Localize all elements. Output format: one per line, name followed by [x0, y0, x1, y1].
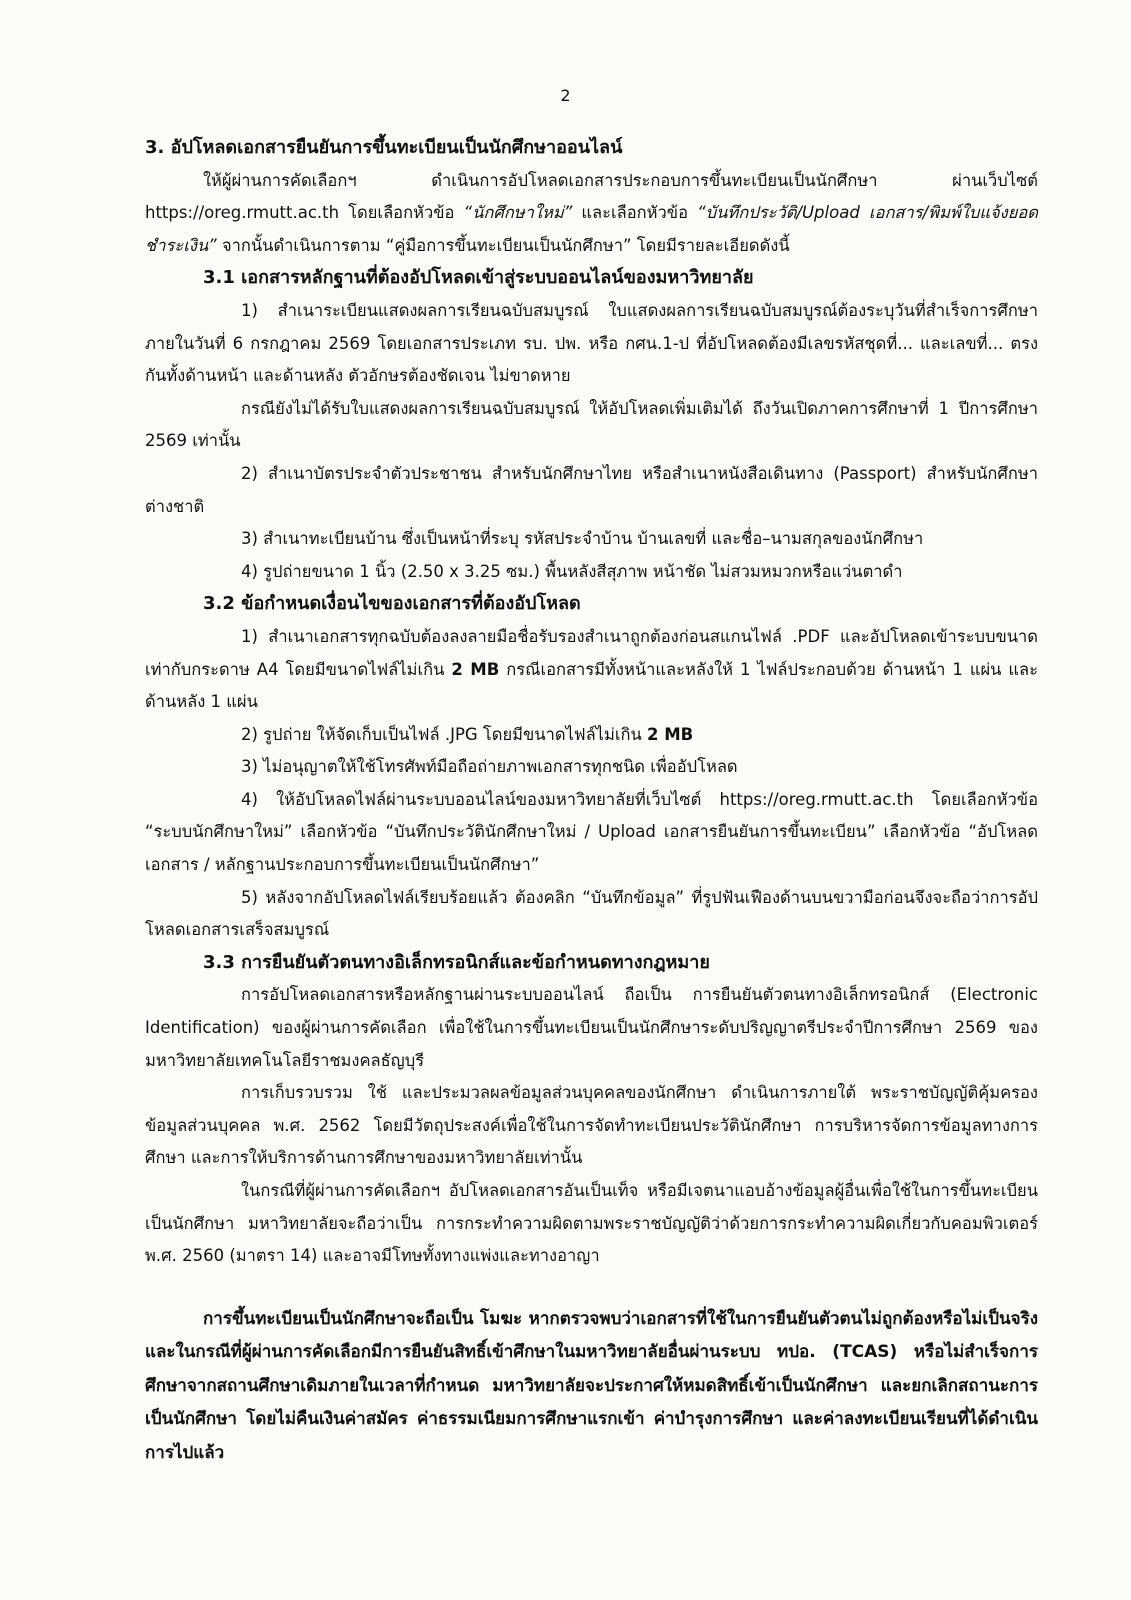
intro-quote-new-student: “นักศึกษาใหม่”	[463, 203, 573, 223]
section-3-2-item-4: 4) ให้อัปโหลดไฟล์ผ่านระบบออนไลน์ของมหาวิทยาลัยที่เว็บไซต์ https://oreg.rmutt.ac.th โดยเลือกหัวข้อ “ระบบนักศึกษาใหม่” เลือกหัวข้อ “บันทึกประวัตินักศึกษาใหม่ / Upload เอกสารยืนยันการขึ้นทะเบียน” เลือกหัวข้อ “อัปโหลดเอกสาร / หลักฐานประกอบการขึ้นทะเบียนเป็นนักศึกษา”	[145, 789, 1038, 875]
intro-quote-upload: “บันทึกประวัติ/Upload เอกสาร/พิมพ์ใบแจ้งยอดชำระเงิน”	[145, 203, 1038, 255]
intro-text-3: จากนั้นดำเนินการตาม “คู่มือการขึ้นทะเบียนเป็นนักศึกษา” โดยมีรายละเอียดดังนี้	[216, 235, 790, 255]
section-3-1-item-3: 3) สำเนาทะเบียนบ้าน ซึ่งเป็นหน้าที่ระบุ รหัสประจำบ้าน บ้านเลขที่ และชื่อ–นามสกุลของนักศึกษา	[241, 529, 924, 549]
document-body	[145, 132, 1038, 1470]
closing-notice: การขึ้นทะเบียนเป็นนักศึกษาจะถือเป็น โมฆะ หากตรวจพบว่าเอกสารที่ใช้ในการยืนยันตัวตนไม่ถูกต้องหรือไม่เป็นจริง และในกรณีที่ผู้ผ่านการคัดเลือกมีการยืนยันสิทธิ์เข้าศึกษาในมหาวิทยาลัยอื่นผ่านระบบ ทปอ. (TCAS) หรือไม่สำเร็จการศึกษาจากสถานศึกษาเดิมภายในเวลาที่กำหนด มหาวิทยาลัยจะประกาศให้หมดสิทธิ์เข้าเป็นนักศึกษา และยกเลิกสถานะการเป็นนักศึกษา โดยไม่คืนเงินค่าสมัคร ค่าธรรมเนียมการศึกษาแรกเข้า ค่าบำรุงการศึกษา และค่าลงทะเบียนเรียนที่ได้ดำเนินการไปแล้ว	[145, 1308, 1038, 1463]
section-3-2-item-1	[145, 621, 1038, 719]
section-3-1-item-1: 1) สำเนาระเบียนแสดงผลการเรียนฉบับสมบูรณ์ ใบแสดงผลการเรียนฉบับสมบูรณ์ต้องระบุวันที่สำเร็จการศึกษา ภายในวันที่ 6 กรกฎาคม 2569 โดยเอกสารประเภท รบ. ปพ. หรือ กศน.1-ป ที่อัปโหลดต้องมีเลขรหัสชุดที่... และเลขที่... ตรงกันทั้งด้านหน้า และด้านหลัง ตัวอักษรต้องชัดเจน ไม่ขาดหาย	[145, 300, 1038, 386]
section-3-1-item-1-note: กรณียังไม่ได้รับใบแสดงผลการเรียนฉบับสมบูรณ์ ให้อัปโหลดเพิ่มเติมได้ ถึงวันเปิดภาคการศึกษาที่ 1 ปีการศึกษา 2569 เท่านั้น	[145, 398, 1038, 451]
item-2-text: 2) รูปถ่าย ให้จัดเก็บเป็นไฟล์ .JPG โดยมีขนาดไฟล์ไม่เกิน	[241, 724, 648, 744]
section-3-2-item-2	[145, 719, 1038, 752]
intro-text-2: และเลือกหัวข้อ	[572, 203, 698, 223]
item-1-size-limit: 2 MB	[451, 659, 500, 679]
section-3-3-title: 3.3 การยืนยันตัวตนทางอิเล็กทรอนิกส์และข้อกำหนดทางกฎหมาย	[203, 951, 710, 973]
item-2-size-limit: 2 MB	[647, 724, 694, 744]
section-3-intro	[145, 165, 1038, 263]
page-number: 2	[560, 86, 571, 105]
section-3-1-item-4: 4) รูปถ่ายขนาด 1 นิ้ว (2.50 x 3.25 ซม.) พื้นหลังสีสุภาพ หน้าชัด ไม่สวมหมวกหรือแว่นตาดำ	[241, 561, 903, 581]
section-3-1-item-2: 2) สำเนาบัตรประจำตัวประชาชน สำหรับนักศึกษาไทย หรือสำเนาหนังสือเดินทาง (Passport) สำหรับนักศึกษาต่างชาติ	[145, 463, 1038, 516]
section-3-2-title: 3.2 ข้อกำหนดเงื่อนไขของเอกสารที่ต้องอัปโหลด	[203, 593, 581, 615]
section-3-2-item-3: 3) ไม่อนุญาตให้ใช้โทรศัพท์มือถือถ่ายภาพเอกสารทุกชนิด เพื่ออัปโหลด	[241, 757, 738, 777]
section-3-1-title: 3.1 เอกสารหลักฐานที่ต้องอัปโหลดเข้าสู่ระบบออนไลน์ของมหาวิทยาลัย	[203, 267, 754, 289]
section-3-3-para-3: ในกรณีที่ผู้ผ่านการคัดเลือกฯ อัปโหลดเอกสารอันเป็นเท็จ หรือมีเจตนาแอบอ้างข้อมูลผู้อื่นเพื่อใช้ในการขึ้นทะเบียนเป็นนักศึกษา มหาวิทยาลัยจะถือว่าเป็น การกระทำความผิดตามพระราชบัญญัติว่าด้วยการกระทำความผิดเกี่ยวกับคอมพิวเตอร์ พ.ศ. 2560 (มาตรา 14) และอาจมีโทษทั้งทางแพ่งและทางอาญา	[145, 1181, 1038, 1266]
section-3-3-para-1: การอัปโหลดเอกสารหรือหลักฐานผ่านระบบออนไลน์ ถือเป็น การยืนยันตัวตนทางอิเล็กทรอนิกส์ (Electronic Identification) ของผู้ผ่านการคัดเลือก เพื่อใช้ในการขึ้นทะเบียนเป็นนักศึกษาระดับปริญญาตรีประจำปีการศึกษา 2569 ของมหาวิทยาลัยเทคโนโลยีราชมงคลธัญบุรี	[145, 985, 1038, 1070]
spacer	[145, 1273, 1038, 1303]
section-3-2-item-5: 5) หลังจากอัปโหลดไฟล์เรียบร้อยแล้ว ต้องคลิก “บันทึกข้อมูล” ที่รูปฟันเฟืองด้านบนขวามือก่อนจึงจะถือว่าการอัปโหลดเอกสารเสร็จสมบูรณ์	[145, 887, 1038, 940]
section-3-3-para-2: การเก็บรวบรวม ใช้ และประมวลผลข้อมูลส่วนบุคคลของนักศึกษา ดำเนินการภายใต้ พระราชบัญญัติคุ้มครองข้อมูลส่วนบุคคล พ.ศ. 2562 โดยมีวัตถุประสงค์เพื่อใช้ในการจัดทำทะเบียนประวัตินักศึกษา การบริหารจัดการข้อมูลทางการศึกษา และการให้บริการด้านการศึกษาของมหาวิทยาลัยเท่านั้น	[145, 1083, 1038, 1168]
item-1-text: 1) สำเนาเอกสารทุกฉบับต้องลงลายมือชื่อรับรองสำเนาถูกต้องก่อนสแกนไฟล์ .PDF และอัปโหลดเข้าระบบขนาดเท่ากับกระดาษ A4 โดยมีขนาดไฟล์ไม่เกิน	[145, 626, 1038, 679]
intro-text-1: ให้ผู้ผ่านการคัดเลือกฯ ดำเนินการอัปโหลดเอกสารประกอบการขึ้นทะเบียนเป็นนักศึกษา ผ่านเว็บไซต์ https://oreg.rmutt.ac.th โดยเลือกหัวข้อ	[145, 170, 1038, 223]
item-1-text-cont: กรณีเอกสารมีทั้งหน้าและหลังให้ 1 ไฟล์ประกอบด้วย ด้านหน้า 1 แผ่น และด้านหลัง 1 แผ่น	[145, 659, 1038, 712]
section-3-title: 3. อัปโหลดเอกสารยืนยันการขึ้นทะเบียนเป็นนักศึกษาออนไลน์	[145, 137, 623, 158]
